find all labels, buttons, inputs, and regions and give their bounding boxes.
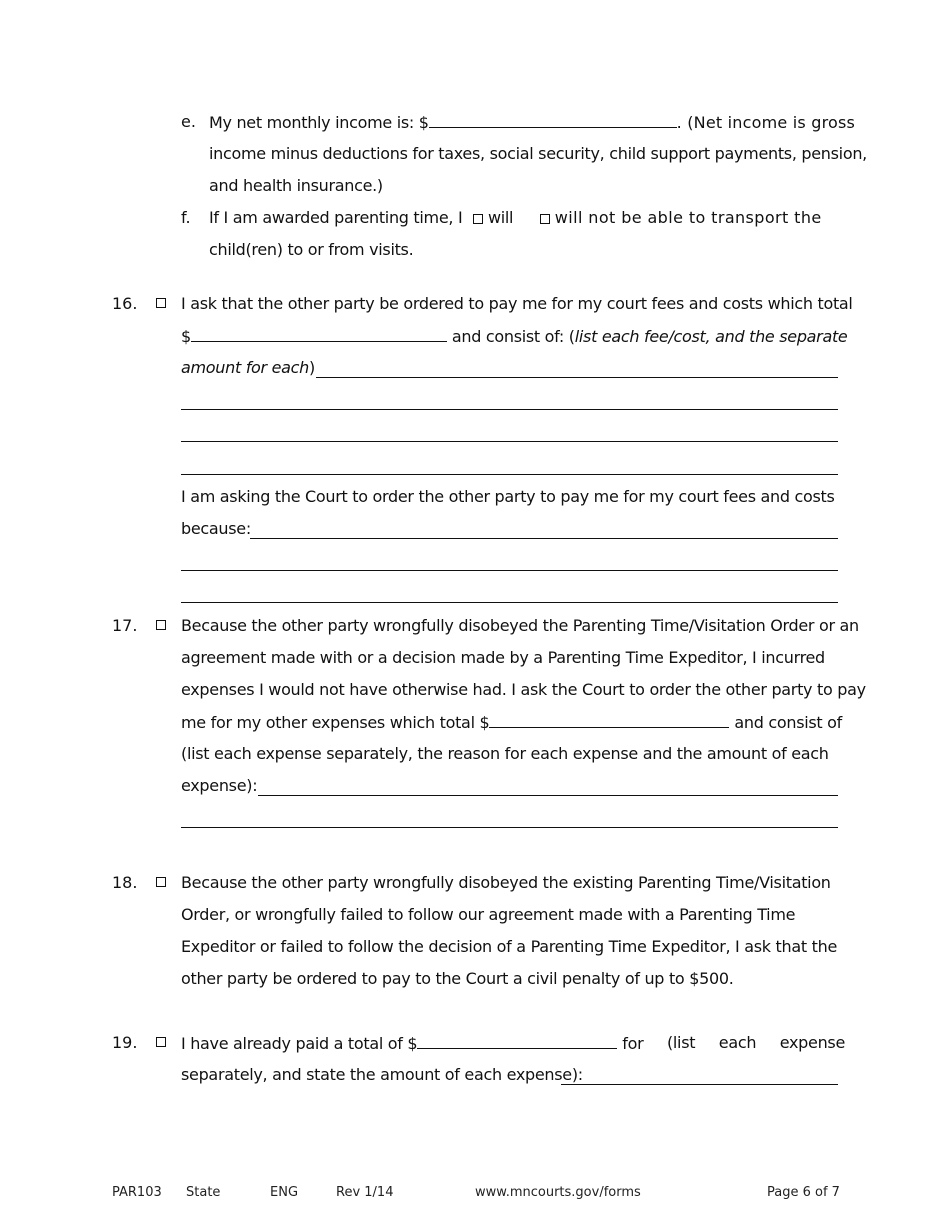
item-e-prefix: My net monthly income is: $: [209, 113, 429, 132]
paid-expenses-line-1[interactable]: [561, 1084, 838, 1085]
item-16-number: 16.: [112, 294, 138, 313]
item-e-line2: income minus deductions for taxes, social security, child support payments, pension,: [209, 144, 867, 163]
item-16-dollar: $: [181, 327, 191, 346]
net-income-field[interactable]: [429, 112, 677, 128]
footer-revision: Rev 1/14: [336, 1185, 394, 1200]
item-16-italic2: amount for each: [181, 358, 309, 377]
item-17-checkbox[interactable]: [156, 620, 166, 630]
footer-state: State: [186, 1185, 221, 1200]
item-f-line2: child(ren) to or from visits.: [209, 240, 414, 259]
item-18-line2: Order, or wrongfully failed to follow our agreement made with a Parenting Time: [181, 905, 796, 924]
item-17-line4: [181, 712, 845, 733]
item-16-line2: [181, 326, 848, 347]
item-17-line3: expenses I would not have otherwise had. I ask the Court to order the other party to pay: [181, 680, 866, 699]
item-16-line1: I ask that the other party be ordered to pay me for my court fees and costs which total: [181, 294, 853, 313]
item-19-prefix: I have already paid a total of $: [181, 1034, 418, 1053]
item-17-line5: (list each expense separately, the reason for each expense and the amount of each: [181, 744, 829, 763]
item-17-line4-suffix: and consist of: [734, 713, 842, 732]
item-f-will-not: will not be able to transport the: [554, 208, 822, 227]
item-19-line1: [181, 1033, 845, 1054]
paid-total-field[interactable]: [417, 1033, 617, 1049]
footer-language: ENG: [270, 1185, 299, 1200]
item-f-will: will: [487, 208, 514, 227]
item-19-number: 19.: [112, 1033, 138, 1052]
footer-page-number: Page 6 of 7: [767, 1185, 840, 1200]
item-f-prefix: If I am awarded parenting time, I: [209, 208, 463, 227]
item-e-suffix: . (Net income is gross: [676, 113, 856, 132]
will-transport-checkbox[interactable]: [473, 214, 483, 224]
item-e-label: e.: [181, 112, 196, 131]
item-19-line2: separately, and state the amount of each expense):: [181, 1065, 583, 1084]
item-17-line1: Because the other party wrongfully disobeyed the Parenting Time/Visitation Order or an: [181, 616, 859, 635]
item-17-line4-prefix: me for my other expenses which total $: [181, 713, 490, 732]
expenses-list-line-2[interactable]: [181, 827, 838, 828]
item-18-line3: Expeditor or failed to follow the decision of a Parenting Time Expeditor, I ask that the: [181, 937, 837, 956]
item-16-checkbox[interactable]: [156, 298, 166, 308]
item-16-italic1: list each fee/cost, and the separate: [574, 327, 848, 346]
footer-form-id: PAR103: [112, 1185, 162, 1200]
fees-list-line-2[interactable]: [181, 409, 838, 410]
item-19-expense: expense: [779, 1033, 845, 1052]
court-fees-total-field[interactable]: [191, 326, 447, 342]
item-19-list: (list: [666, 1033, 696, 1052]
item-19-checkbox[interactable]: [156, 1037, 166, 1047]
item-19-each: each: [718, 1033, 757, 1052]
item-18-number: 18.: [112, 873, 138, 892]
expenses-list-line-1[interactable]: [258, 795, 838, 796]
item-18-line4: other party be ordered to pay to the Court a civil penalty of up to $500.: [181, 969, 734, 988]
item-18-checkbox[interactable]: [156, 877, 166, 887]
item-17-number: 17.: [112, 616, 138, 635]
fees-list-line-3[interactable]: [181, 441, 838, 442]
fees-reason-line-1[interactable]: [250, 538, 838, 539]
footer-url: www.mncourts.gov/forms: [475, 1185, 641, 1200]
fees-reason-line-3[interactable]: [181, 602, 838, 603]
item-17-line2: agreement made with or a decision made by a Parenting Time Expeditor, I incurred: [181, 648, 825, 667]
item-f-label: f.: [181, 208, 191, 227]
item-18-line1: Because the other party wrongfully disobeyed the existing Parenting Time/Visitation: [181, 873, 831, 892]
other-expenses-total-field[interactable]: [489, 712, 729, 728]
fees-reason-line-2[interactable]: [181, 570, 838, 571]
item-16-close: ): [309, 358, 315, 377]
will-not-transport-checkbox[interactable]: [540, 214, 550, 224]
item-16-consist: and consist of: (: [451, 327, 575, 346]
item-16-line3: [181, 358, 315, 378]
item-16-reason-line1: I am asking the Court to order the other party to pay me for my court fees and costs: [181, 487, 835, 506]
item-19-prefix-group: [181, 1033, 643, 1054]
item-16-because: because:: [181, 519, 251, 538]
item-17-line6: expense):: [181, 776, 258, 795]
fees-list-line-4[interactable]: [181, 474, 838, 475]
fees-list-line-1[interactable]: [316, 377, 838, 378]
item-19-for: for: [622, 1034, 644, 1053]
item-e-line3: and health insurance.): [209, 176, 383, 195]
item-f-line1: [209, 208, 845, 228]
item-e-line1: [209, 112, 856, 133]
